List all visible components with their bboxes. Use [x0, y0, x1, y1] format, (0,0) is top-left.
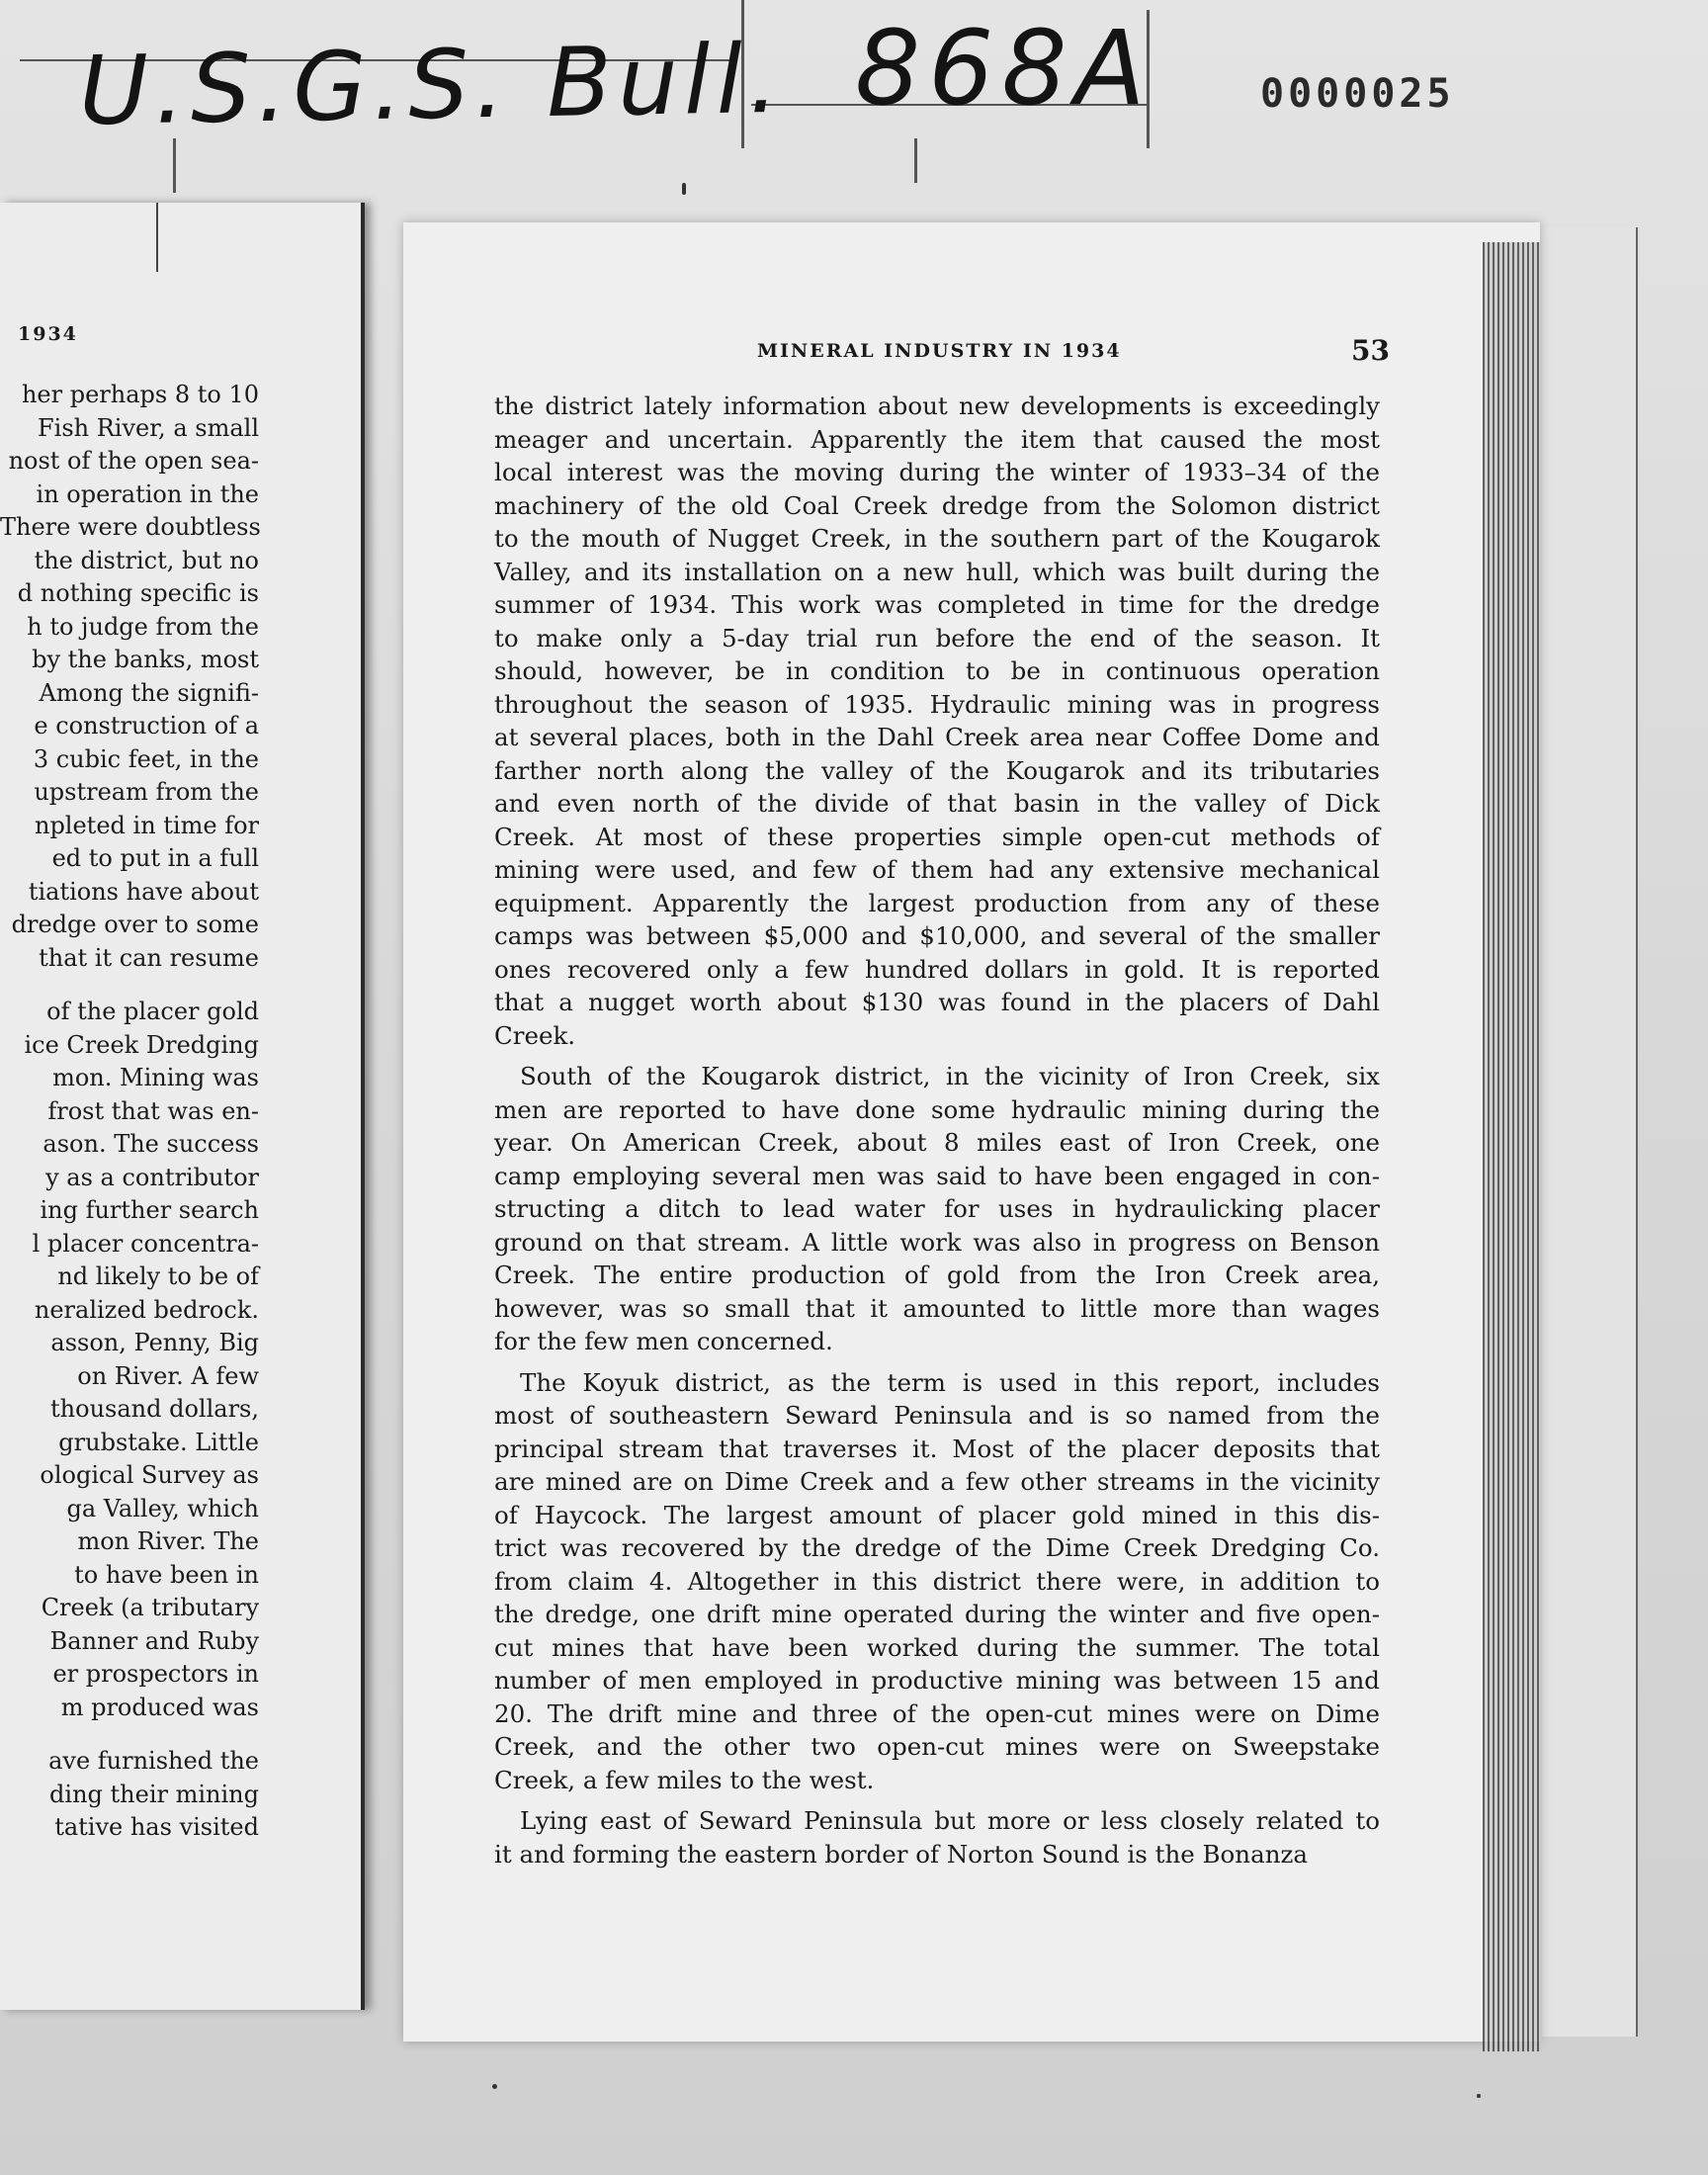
text-line: Creek. — [494, 1020, 576, 1050]
left-text-line: l placer concentra- — [32, 1229, 259, 1258]
text-line: Lying east of Seward Peninsula but more or less closely related to — [520, 1806, 1380, 1835]
text-line: Valley, and its installation on a new hull, which was built during the — [494, 557, 1380, 586]
text-line: to the mouth of Nugget Creek, in the southern part of the Kougarok — [494, 524, 1380, 553]
text-line: South of the Kougarok district, in the vicinity of Iron Creek, six — [520, 1062, 1380, 1090]
text-line: camps was between $5,000 and $10,000, and several of the smaller — [494, 921, 1380, 950]
text-line: Creek. At most of these properties simple open-cut methods of — [494, 822, 1380, 851]
text-line: trict was recovered by the dredge of the Dime Creek Dredging Co. — [494, 1533, 1380, 1562]
left-text-line: the district, but no — [34, 546, 259, 574]
left-text-line: 3 cubic feet, in the — [33, 744, 259, 773]
left-text-line: ice Creek Dredging — [24, 1030, 259, 1059]
left-text-line: on River. A few — [77, 1361, 259, 1390]
text-line: of Haycock. The largest amount of placer gold mined in this dis- — [494, 1500, 1380, 1529]
text-line: principal stream that traverses it. Most of the placer deposits that — [494, 1434, 1380, 1463]
paragraph — [494, 1060, 1380, 1358]
left-text-line: tative has visited — [54, 1813, 259, 1841]
dust-speck — [492, 2084, 497, 2089]
left-text-line: ga Valley, which — [66, 1494, 259, 1522]
text-line: and even north of the divide of that basin in the valley of Dick — [494, 789, 1380, 818]
left-text-line: ing further search — [40, 1196, 259, 1224]
text-line: summer of 1934. This work was completed in time for the dredge — [494, 590, 1380, 619]
text-line: equipment. Apparently the largest production from any of these — [494, 888, 1380, 917]
left-text-line: y as a contributor — [45, 1163, 259, 1191]
label-tick — [914, 138, 917, 183]
left-text-line: npleted in time for — [34, 811, 259, 839]
text-line: farther north along the valley of the Kougarok and its tributaries — [494, 755, 1380, 785]
running-head: MINERAL INDUSTRY IN 1934 — [757, 340, 1122, 362]
text-line: for the few men concerned. — [494, 1327, 833, 1355]
left-text-line: Creek (a tributary — [41, 1594, 259, 1621]
left-text-line: nd likely to be of — [57, 1262, 259, 1290]
left-text-line: tiations have about — [28, 877, 259, 906]
left-text-line: asson, Penny, Big — [50, 1329, 259, 1356]
left-text-line: There were doubtless — [0, 513, 261, 541]
left-text-line: grubstake. Little — [58, 1428, 259, 1456]
left-text-line: ave furnished the — [48, 1747, 259, 1775]
text-line: cut mines that have been worked during the summer. The total — [494, 1632, 1380, 1662]
left-text-line: that it can resume — [39, 943, 259, 972]
text-line: throughout the season of 1935. Hydraulic mining was in progress — [494, 689, 1380, 719]
paragraph — [494, 1366, 1380, 1797]
page-edge — [1542, 227, 1638, 2037]
text-line: number of men employed in productive mining was between 15 and — [494, 1666, 1380, 1695]
left-text-line: neralized bedrock. — [34, 1295, 259, 1324]
text-line: Creek. The entire production of gold from the Iron Creek area, — [494, 1261, 1380, 1289]
text-line: meager and uncertain. Apparently the item that caused the most — [494, 424, 1380, 454]
text-line: it and forming the eastern border of Norton Sound is the Bonanza — [494, 1839, 1308, 1869]
catalog-label — [0, 0, 1708, 188]
left-text-line: in operation in the — [36, 479, 259, 508]
paragraph — [494, 1804, 1380, 1870]
left-text-line: by the banks, most — [32, 646, 259, 673]
page-stack-edge — [1483, 242, 1542, 2051]
text-line: structing a ditch to lead water for uses in hydraulicking placer — [494, 1194, 1380, 1223]
text-line: mining were used, and few of them had any extensive mechanical — [494, 855, 1380, 884]
left-text-line: to have been in — [74, 1560, 259, 1589]
page-mark — [156, 203, 158, 272]
text-line: year. On American Creek, about 8 miles east of Iron Creek, one — [494, 1128, 1380, 1157]
text-line: ground on that stream. A little work was also in progress on Benson — [494, 1227, 1380, 1257]
left-text-line: upstream from the — [34, 778, 259, 806]
text-line: most of southeastern Seward Peninsula and is so named from the — [494, 1401, 1380, 1430]
left-facing-page — [0, 203, 365, 2010]
dust-speck — [682, 183, 686, 195]
left-text-line: mon. Mining was — [52, 1064, 259, 1091]
stamped-page-id: 0000025 — [1260, 71, 1455, 117]
text-line: The Koyuk district, as the term is used in this report, includes — [520, 1367, 1380, 1397]
left-text-line: m produced was — [60, 1693, 259, 1721]
text-line: machinery of the old Coal Creek dredge from the Solomon district — [494, 490, 1380, 520]
handwritten-bulletin-number: 868A — [855, 8, 1153, 129]
left-text-line: Banner and Ruby — [49, 1626, 259, 1655]
left-text-line: h to judge from the — [27, 612, 259, 641]
left-text-line: thousand dollars, — [50, 1395, 259, 1423]
text-line: to make only a 5-day trial run before the end of the season. It — [494, 623, 1380, 652]
left-text-line: her perhaps 8 to 10 — [21, 381, 259, 408]
text-line: men are reported to have done some hydraulic mining during the — [494, 1094, 1380, 1124]
handwritten-series: U.S.G.S. Bull. — [78, 23, 786, 147]
text-line: the district lately information about new developments is exceedingly — [494, 392, 1380, 420]
text-line: Creek, and the other two open-cut mines were on Sweepstake — [494, 1732, 1380, 1761]
paragraph — [494, 390, 1380, 1052]
left-text-line: Among the signifi- — [39, 678, 259, 707]
left-text-line: Fish River, a small — [37, 413, 259, 442]
left-page-text — [0, 379, 259, 1845]
text-line: Creek, a few miles to the west. — [494, 1765, 875, 1794]
text-line: from claim 4. Altogether in this district there were, in addition to — [494, 1566, 1380, 1596]
dust-speck — [1477, 2094, 1481, 2098]
text-line: ones recovered only a few hundred dollars in gold. It is reported — [494, 954, 1380, 984]
left-running-head: 1934 — [18, 323, 78, 345]
left-text-line: d nothing specific is — [17, 579, 259, 607]
left-text-line — [0, 1724, 259, 1745]
left-text-line: e construction of a — [34, 712, 259, 740]
text-line: 20. The drift mine and three of the open-cut mines were on Dime — [494, 1698, 1380, 1728]
text-line: at several places, both in the Dahl Creek area near Coffee Dome and — [494, 723, 1380, 751]
left-text-line: ed to put in a full — [51, 844, 259, 872]
left-text-line: mon River. The — [77, 1527, 259, 1555]
left-text-line: nost of the open sea- — [8, 447, 259, 475]
text-line: local interest was the moving during the winter of 1933–34 of the — [494, 458, 1380, 486]
page-number: 53 — [1351, 334, 1390, 367]
left-text-line: er prospectors in — [52, 1660, 259, 1688]
text-line: are mined are on Dime Creek and a few other streams in the vicinity — [494, 1467, 1380, 1496]
left-text-line: ological Survey as — [40, 1461, 259, 1489]
left-text-line: ding their mining — [49, 1780, 259, 1808]
text-line: that a nugget worth about $130 was found in the placers of Dahl — [494, 988, 1380, 1016]
left-text-line — [0, 975, 259, 996]
text-line: however, was so small that it amounted to little more than wages — [494, 1293, 1380, 1323]
left-text-line: of the placer gold — [46, 998, 259, 1025]
label-tick — [173, 138, 176, 193]
left-text-line: frost that was en- — [47, 1096, 259, 1125]
text-line: the dredge, one drift mine operated during the winter and five open- — [494, 1600, 1380, 1628]
text-line: camp employing several men was said to have been engaged in con- — [494, 1161, 1380, 1190]
left-text-line: dredge over to some — [11, 911, 259, 938]
body-text — [494, 390, 1380, 1878]
text-line: should, however, be in condition to be in continuous operation — [494, 656, 1380, 685]
left-text-line: ason. The success — [43, 1130, 259, 1158]
